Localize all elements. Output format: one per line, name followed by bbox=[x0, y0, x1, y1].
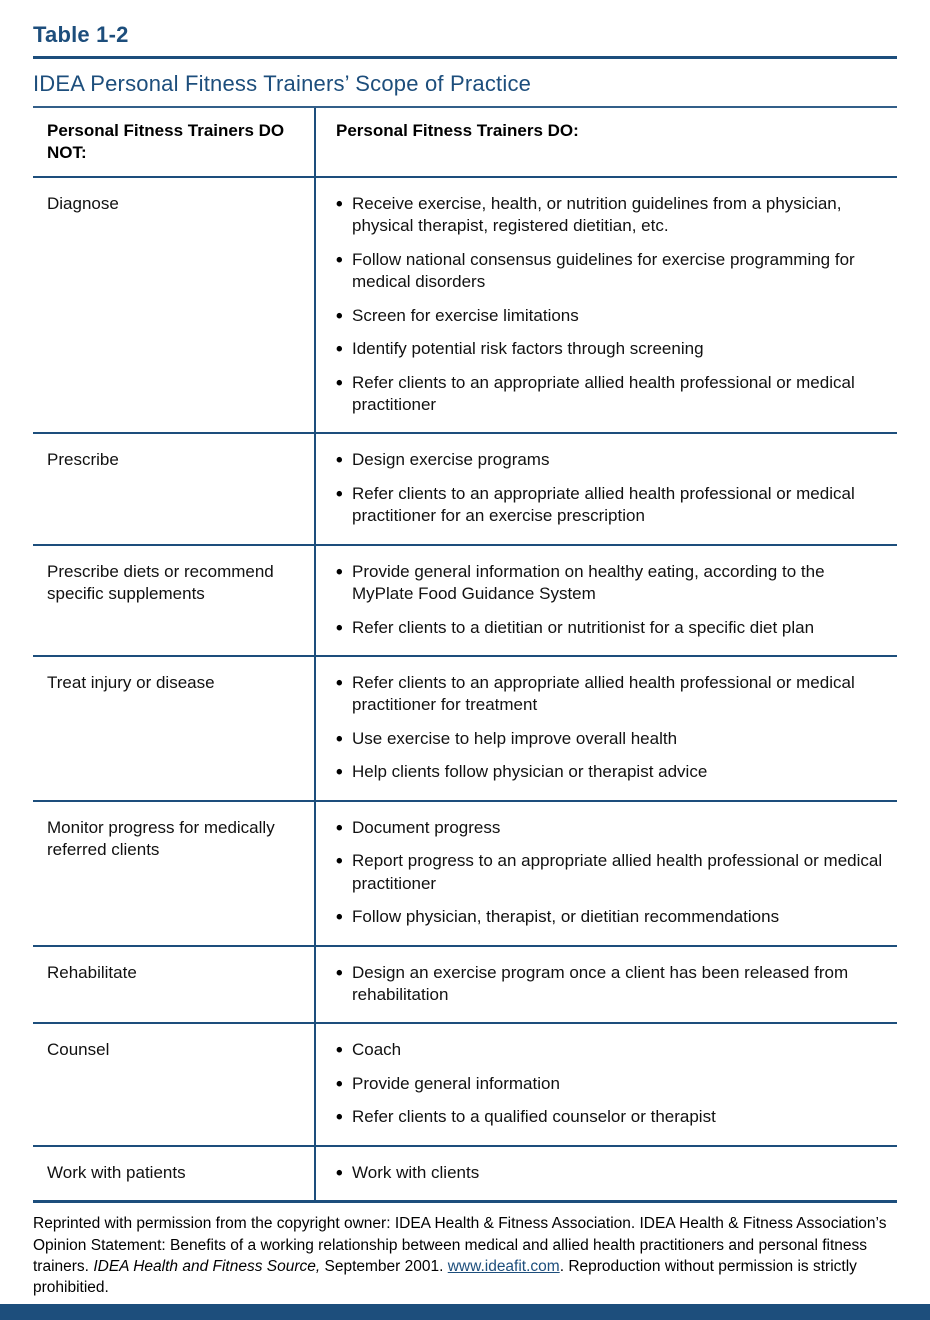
do-bullet-item: • Refer clients to an appropriate allied health professional or medical practitioner for treatment bbox=[336, 672, 887, 717]
do-bullet-item: • Follow national consensus guidelines for exercise programming for medical disorders bbox=[336, 249, 887, 294]
do-bullet-list bbox=[336, 449, 887, 527]
do-bullet-item: • Provide general information on healthy eating, according to the MyPlate Food Guidance System bbox=[336, 561, 887, 606]
do-not-cell: Rehabilitate bbox=[33, 947, 316, 1023]
footnote-end: . Reproduction without permission is strictly prohibitied. bbox=[33, 1257, 857, 1297]
table-row bbox=[33, 1024, 897, 1146]
do-cell bbox=[316, 434, 897, 543]
do-cell bbox=[316, 1147, 897, 1200]
scope-of-practice-table bbox=[33, 108, 897, 1200]
do-bullet-item: • Help clients follow physician or therapist advice bbox=[336, 761, 887, 783]
table-title: IDEA Personal Fitness Trainers’ Scope of Practice bbox=[33, 71, 532, 96]
do-cell bbox=[316, 178, 897, 433]
table-row bbox=[33, 802, 897, 947]
divider-under-title bbox=[33, 106, 897, 108]
table-header-row bbox=[33, 108, 897, 178]
footnote-source-italic: IDEA Health and Fitness Source, bbox=[93, 1257, 321, 1275]
do-bullet-item: • Follow physician, therapist, or dietitian recommendations bbox=[336, 906, 887, 928]
do-bullet-list bbox=[336, 561, 887, 639]
table-row bbox=[33, 546, 897, 657]
do-bullet-list bbox=[336, 1039, 887, 1128]
do-not-cell: Counsel bbox=[33, 1024, 316, 1144]
do-bullet-item: • Receive exercise, health, or nutrition guidelines from a physician, physical therapist, registered dietitian, etc. bbox=[336, 193, 887, 238]
do-bullet-item: • Report progress to an appropriate allied health professional or medical practitioner bbox=[336, 850, 887, 895]
table-row bbox=[33, 178, 897, 435]
do-bullet-item: • Screen for exercise limitations bbox=[336, 305, 887, 327]
do-cell bbox=[316, 947, 897, 1023]
do-bullet-list bbox=[336, 1162, 887, 1184]
table-label: Table 1-2 bbox=[33, 22, 129, 47]
do-cell bbox=[316, 802, 897, 945]
do-bullet-item: • Document progress bbox=[336, 817, 887, 839]
ideafit-link[interactable]: www.ideafit.com bbox=[447, 1257, 560, 1275]
do-bullet-list bbox=[336, 817, 887, 929]
footnote-text: Reprinted with permission from the copyright owner: IDEA Health & Fitness Association. IDEA Health & Fitness Association’s Opinion Statement: Benefits of a working relationship between medical and allied health practitioners and personal fitness trainers. bbox=[33, 1215, 887, 1275]
do-not-cell: Treat injury or disease bbox=[33, 657, 316, 800]
table-body bbox=[33, 178, 897, 1200]
do-not-cell: Prescribe diets or recommend specific supplements bbox=[33, 546, 316, 655]
bottom-navy-bar bbox=[0, 1304, 930, 1320]
do-bullet-list bbox=[336, 672, 887, 784]
do-bullet-item: • Work with clients bbox=[336, 1162, 887, 1184]
table-row bbox=[33, 434, 897, 545]
divider-top bbox=[33, 56, 897, 59]
do-bullet-item: • Coach bbox=[336, 1039, 887, 1061]
do-cell bbox=[316, 1024, 897, 1144]
table-row bbox=[33, 1147, 897, 1200]
do-bullet-item: • Refer clients to a qualified counselor or therapist bbox=[336, 1106, 887, 1128]
do-not-cell: Monitor progress for medically referred clients bbox=[33, 802, 316, 945]
do-bullet-item: • Use exercise to help improve overall health bbox=[336, 728, 887, 750]
do-bullet-item: • Provide general information bbox=[336, 1073, 887, 1095]
do-cell bbox=[316, 657, 897, 800]
do-not-cell: Diagnose bbox=[33, 178, 316, 433]
do-bullet-item: • Refer clients to an appropriate allied health professional or medical practitioner for an exercise prescription bbox=[336, 483, 887, 528]
do-not-cell: Work with patients bbox=[33, 1147, 316, 1200]
do-bullet-list bbox=[336, 962, 887, 1007]
do-cell bbox=[316, 546, 897, 655]
copyright-footnote bbox=[33, 1213, 897, 1299]
do-bullet-item: • Refer clients to a dietitian or nutritionist for a specific diet plan bbox=[336, 617, 887, 639]
do-bullet-item: • Refer clients to an appropriate allied health professional or medical practitioner bbox=[336, 372, 887, 417]
column-header-do-not: Personal Fitness Trainers DO NOT: bbox=[33, 108, 316, 176]
divider-above-footnote bbox=[33, 1200, 897, 1203]
do-bullet-list bbox=[336, 193, 887, 417]
table-row bbox=[33, 947, 897, 1025]
table-row bbox=[33, 657, 897, 802]
column-header-do: Personal Fitness Trainers DO: bbox=[336, 121, 579, 140]
footnote-date: September 2001. bbox=[320, 1257, 448, 1275]
do-bullet-item: • Design exercise programs bbox=[336, 449, 887, 471]
do-bullet-item: • Identify potential risk factors through screening bbox=[336, 338, 887, 360]
do-not-cell: Prescribe bbox=[33, 434, 316, 543]
do-bullet-item: • Design an exercise program once a client has been released from rehabilitation bbox=[336, 962, 887, 1007]
